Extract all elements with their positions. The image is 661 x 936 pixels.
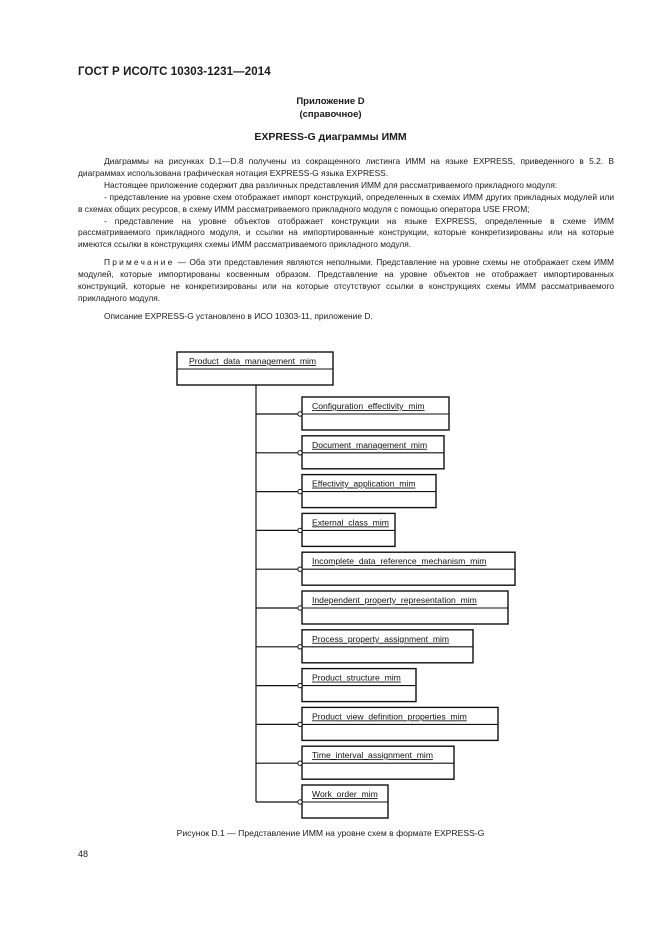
schema-label: Time_interval_assignment_mim xyxy=(312,750,433,761)
connector-circle xyxy=(298,645,302,649)
document-header: ГОСТ Р ИСО/ТС 10303-1231—2014 xyxy=(78,66,271,78)
connector-circle xyxy=(298,683,302,687)
connector-circle xyxy=(298,451,302,455)
connector-circle xyxy=(298,722,302,726)
schema-label: Product_structure_mim xyxy=(312,672,401,683)
schema-label: Process_property_assignment_mim xyxy=(312,633,450,644)
schema-label: External_class_mim xyxy=(312,517,389,528)
paragraph-2: Настоящее приложение содержит два различных представления ИММ для рассматриваемого прикладного модуля: xyxy=(104,179,558,190)
connector-circle xyxy=(298,567,302,571)
section-title: EXPRESS-G диаграммы ИММ xyxy=(254,131,407,143)
connector-circle xyxy=(298,761,302,765)
connector-circle xyxy=(298,528,302,532)
note-label: Примечание xyxy=(104,257,175,268)
connector-circle xyxy=(298,489,302,493)
note-text: — Оба эти представления являются неполными. Представление на уровне схемы не отображает схем ИММ модулей, которые импортированы косвенным образом. Представление на уровне объектов не отображает импортированных конструкций, которые не конкретизированы или на которые отсутствуют ссылки в конструкциях схемы ИММ рассматриваемого прикладного модуля. xyxy=(78,257,614,303)
page-number: 48 xyxy=(78,849,89,859)
schema-label: Work_order_mim xyxy=(312,789,378,799)
schema-label: Document_management_mim xyxy=(312,439,428,450)
paragraph-3: - представление на уровне схем отображает импорт конструкций, определенных в схемах ИММ других прикладных модулей или в схемах общих ресурсов, в схему ИММ рассматриваемого прикладного модуля с помощью оператора USE FROM; xyxy=(78,191,614,214)
paragraph-5: Описание EXPRESS-G установлено в ИСО 10303-11, приложение D. xyxy=(104,310,373,321)
connector-circle xyxy=(298,800,302,804)
schema-label: Independent_property_representation_mim xyxy=(312,595,477,605)
paragraph-1: Диаграммы на рисунках D.1—D.8 получены из сокращенного листинга ИММ на языке EXPRESS, приведенного в 5.2. В диаграммах использована графическая нотация EXPRESS-G языка EXPRESS. xyxy=(78,156,614,178)
figure-caption: Рисунок D.1 — Представление ИММ на уровне схем в формате EXPRESS-G xyxy=(176,828,485,838)
connector-circle xyxy=(298,412,302,416)
schema-label: Incomplete_data_reference_mechanism_mim xyxy=(312,556,487,567)
annex-title: Приложение D xyxy=(296,96,365,107)
annex-subtitle: (справочное) xyxy=(299,109,362,120)
connector-circle xyxy=(298,606,302,610)
schema-label: Effectivity_application_mim xyxy=(312,478,416,489)
schema-label: Configuration_effectivity_mim xyxy=(312,401,425,411)
paragraph-4: - представление на уровне объектов отображает конструкции на языке EXPRESS, определенные в схеме ИММ рассматриваемого прикладного модуля, и ссылки на импортированные конструкции, которые конкретизированы или на которые имеются ссылки в конструкциях схемы ИММ рассматриваемого прикладного модуля. xyxy=(78,215,614,250)
schema-label: Product_view_definition_properties_mim xyxy=(312,711,467,722)
root-schema-label: Product_data_management_mim xyxy=(189,356,317,366)
